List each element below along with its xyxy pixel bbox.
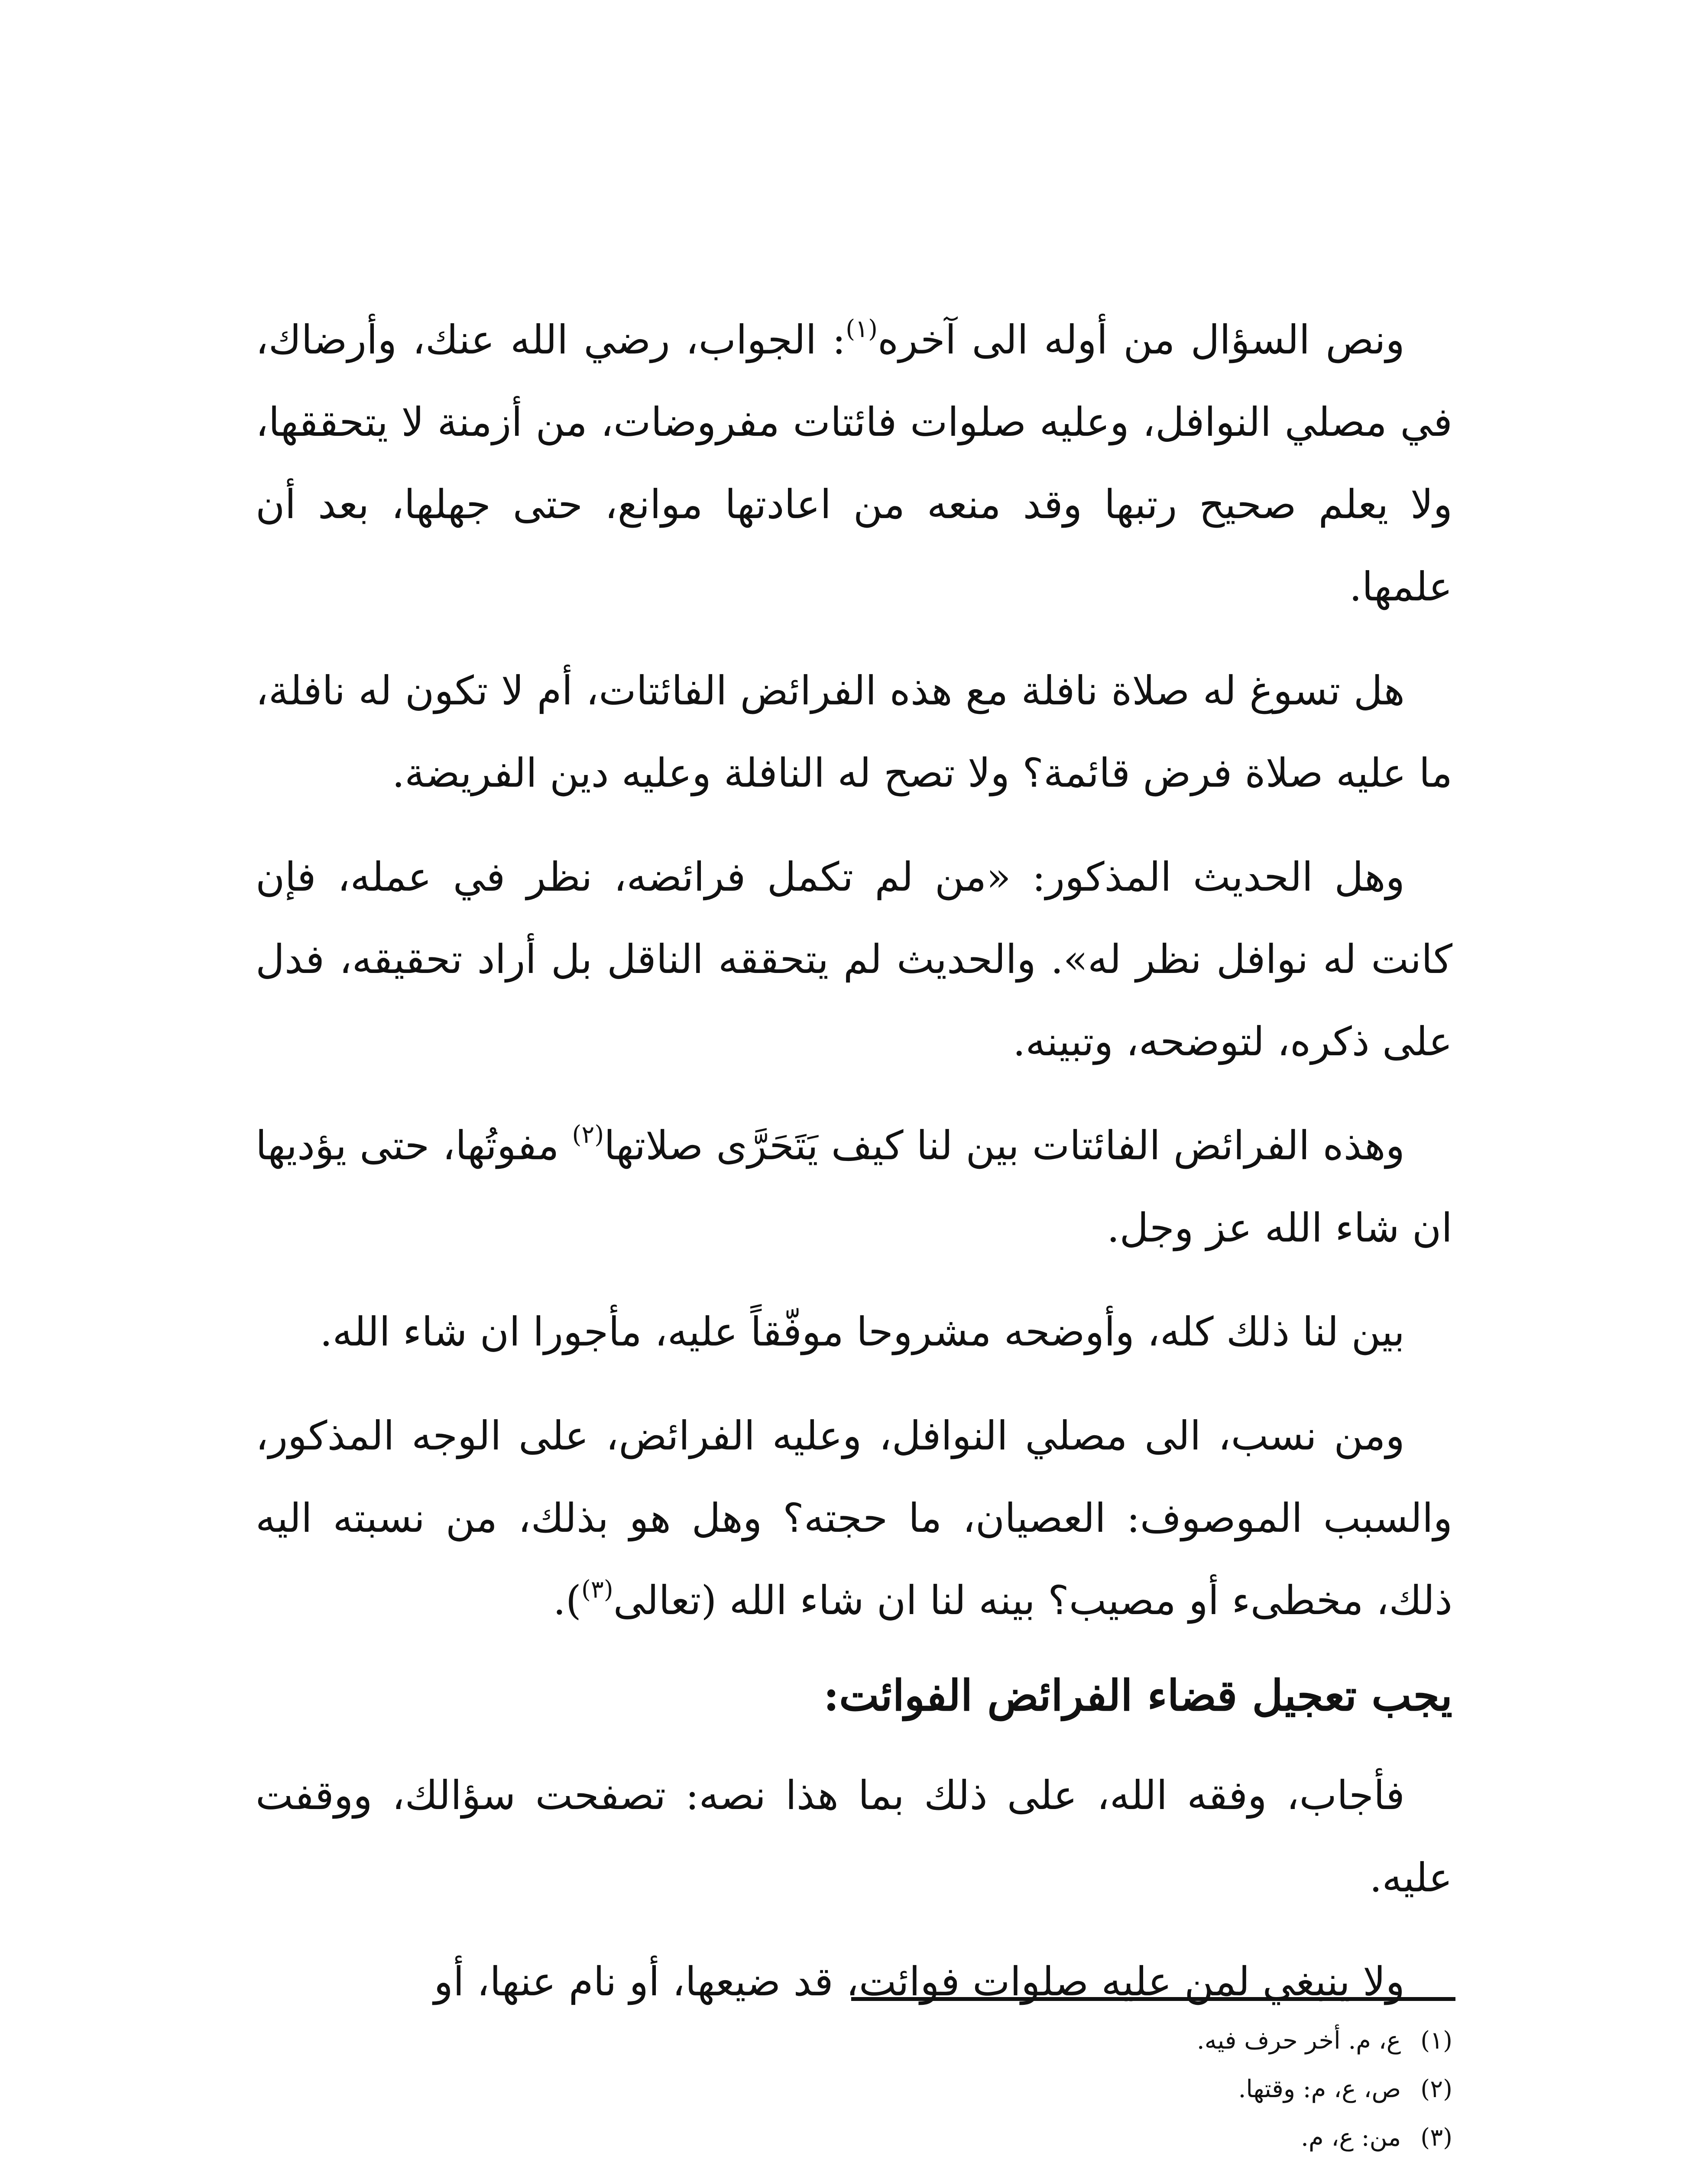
paragraph-text-continued: ). <box>553 1577 581 1624</box>
paragraph-question-hadith <box>256 836 1452 1083</box>
paragraph-answer-body <box>256 1941 1452 2023</box>
footnote-text: ص، ع، م: وقتها. <box>1238 2075 1401 2103</box>
paragraph-text: وهذه الفرائض الفائتات بين لنا كيف يَتَحَرَّى صلاتها <box>604 1122 1405 1169</box>
paragraph-text-continued: مفوتُها، حتى يؤديها ان شاء الله عز وجل. <box>256 1122 1452 1251</box>
paragraph-text: وهل الحديث المذكور: «من لم تكمل فرائضه، نظر في عمله، فإن كانت له نوافل نظر له». والحديث لم يتحققه الناقل بل أراد تحقيقه، فدل على ذكره، لتوضحه، وتبينه. <box>256 854 1452 1065</box>
paragraph-text-continued: : الجواب، رضي الله عنك، وأرضاك، في مصلي النوافل، وعليه صلوات فائتات مفروضات، من أزمنة لا يتحققها، ولا يعلم صحيح رتبها وقد منعه من اعادتها موانع، حتى جهلها، بعد أن علمها. <box>256 317 1452 610</box>
footnote-3 <box>803 2114 1452 2162</box>
paragraph-question-nafila <box>256 650 1452 814</box>
paragraph-question-nasab <box>256 1395 1452 1642</box>
footnote-ref-1[interactable]: (١) <box>846 315 878 343</box>
paragraph-text: ولا ينبغي لمن عليه صلوات فوائت، قد ضيعها، أو نام عنها، أو <box>434 1958 1405 2005</box>
paragraph-question-explain <box>256 1291 1452 1373</box>
footnote-text: ع، م. أخر حرف فيه. <box>1196 2027 1401 2055</box>
footnote-ref-2[interactable]: (٢) <box>572 1121 604 1149</box>
paragraph-text: فأجاب، وفقه الله، على ذلك بما هذا نصه: تصفحت سؤالك، ووقفت عليه. <box>256 1772 1452 1901</box>
footnote-ref-3[interactable]: (٣) <box>581 1576 613 1604</box>
paragraph-question-intro <box>256 299 1452 628</box>
footnote-text: من: ع، م. <box>1301 2124 1401 2152</box>
paragraph-text: ومن نسب، الى مصلي النوافل، وعليه الفرائض، على الوجه المذكور، والسبب الموصوف: العصيان، ما حجته؟ وهل هو بذلك، من نسبته اليه ذلك، مخطىء أو مصيب؟ بينه لنا ان شاء الله (تعالى <box>256 1413 1452 1624</box>
paragraph-text: بين لنا ذلك كله، وأوضحه مشروحا موفّقاً عليه، مأجورا ان شاء الله. <box>320 1309 1405 1355</box>
paragraph-question-fawait <box>256 1105 1452 1269</box>
footnote-number: (٢) <box>1420 2075 1452 2103</box>
main-text <box>256 299 1452 2045</box>
footnote-2 <box>803 2065 1452 2114</box>
footnotes <box>803 2017 1452 2162</box>
section-heading: يجب تعجيل قضاء الفرائض الفوائت: <box>823 1671 1452 1721</box>
footnote-number: (١) <box>1420 2027 1452 2055</box>
paragraph-answer-intro <box>256 1754 1452 1919</box>
footnote-number: (٣) <box>1420 2124 1452 2152</box>
paragraph-text: ونص السؤال من أوله الى آخره <box>878 317 1405 363</box>
footnote-1 <box>803 2017 1452 2065</box>
paragraph-text: هل تسوغ له صلاة نافلة مع هذه الفرائض الفائتات، أم لا تكون له نافلة، ما عليه صلاة فرض قائمة؟ ولا تصح له النافلة وعليه دين الفريضة. <box>256 668 1452 796</box>
footnote-divider <box>851 1997 1455 2001</box>
